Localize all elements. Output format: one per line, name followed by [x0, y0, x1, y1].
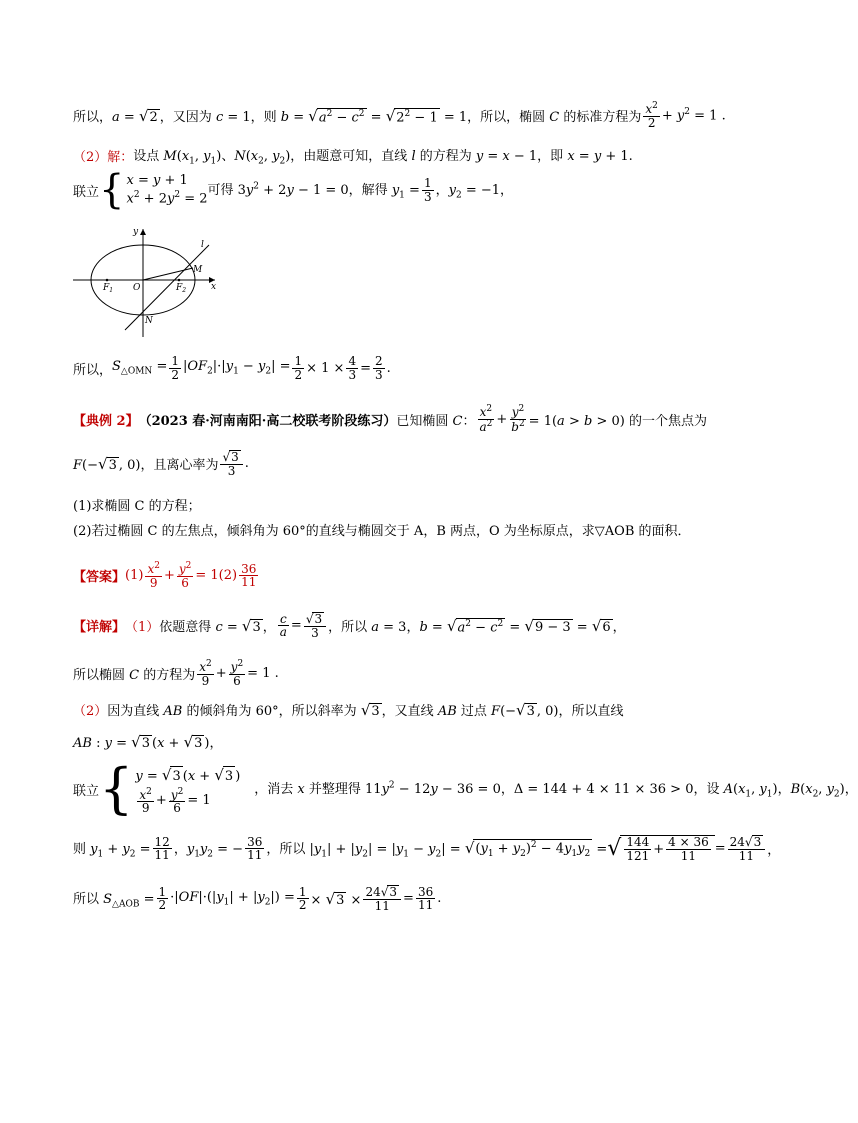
- svg-text:l: l: [201, 240, 204, 250]
- detail-line-1: 【详解】 （1） 依题意得 c = √3 ， $\frac{c}{a}$ = $\frac{√3}{3}$ ，所以 a = 3，$b = √a^2 - c^2 = √9 - 3 = √6$ ，: [73, 611, 626, 640]
- detail-tag: 【详解】: [73, 620, 126, 636]
- area-formula: $S_{\triangle OMN}$ =: [112, 359, 168, 377]
- text: 可得 $3y^2 + 2y - 1 = 0$，解得 $y_1$ =: [207, 181, 420, 201]
- svg-text:F2: $F_2$: [176, 283, 187, 294]
- question-text: 已知椭圆 C：: [396, 413, 476, 429]
- fraction: $\frac{x^2}{2}$: [645, 101, 658, 130]
- question-2: (2)若过椭圆 C 的左焦点，倾斜角为 60°的直线与椭圆交于 A，B 两点，O 为坐标原点，求▽AOB 的面积．: [73, 524, 691, 539]
- solution-line-4: 所以， $S_{\triangle OMN}$ = $\frac{1}{2}$ $|OF_2|\cdot|y_1 - y_2|$ = $\frac{1}{2}$ × 1 × $\frac{4}{3}$ = $\frac{2}{3}$ .: [73, 354, 391, 382]
- solution-line-2: [73, 145, 633, 167]
- example-2-header: 【典例 2】 （2023 春·河南南阳·高二校联考阶段练习） 已知椭圆 C： $\frac{x^2}{a^2}$ + $\frac{y^2}{b^2}$ = 1(a > b > 0) 的一个焦点为: [73, 404, 707, 434]
- answer-line: 【答案】 (1) $\frac{x^2}{9}$ + $\frac{y^2}{6}$ = 1 (2) $\frac{36}{11}$: [73, 561, 257, 590]
- example-tag: 【典例 2】: [73, 413, 139, 429]
- solution-line-1: [73, 102, 726, 129]
- solution-line-3: 联立 { x = y + 1 $x^2 + 2y^2 = 2$ 可得 $3y^2 + 2y - 1 = 0$，解得 $y_1$ = $\frac{1}{3}$ ，$y_2 = -1$，: [73, 167, 514, 213]
- text: 联立: [73, 184, 100, 200]
- part-label: （2）解：: [73, 150, 134, 166]
- equation-system: y = √3 (x + √3 ) $\frac{x^2}{9}$ + $\frac{y^2}{6}$ = 1: [135, 766, 241, 816]
- svg-text:N: N: [145, 316, 153, 326]
- svg-text:y: y: [133, 227, 139, 237]
- detail-line-5: 联立 { y = √3 (x + √3 ) $\frac{x^2}{9}$ + $\frac{y^2}{6}$ = 1 ，消去 x 并整理得 $11y^2 - 12y - 36 = 0$，Δ = 144 + 4 × 11 × 36 > 0，设 $A(x_1$, $y_1$)，$B(x_2$, $y_2$)，: [73, 757, 858, 820]
- source-text: （2023 春·河南南阳·高二校联考阶段练习）: [138, 413, 397, 429]
- svg-text:F1: $F_1$: [103, 283, 114, 294]
- text: 所以，: [73, 110, 113, 126]
- text: 设点 $M(x_1$, $y_1$)、$N(x_2$, $y_2$)，由题意可知，直线 l 的方程为 y = x − 1，即 x = y + 1.: [133, 149, 633, 167]
- detail-line-6: 则 $y_1 + y_2$ = $\frac{12}{11}$ ，$y_1y_2$ = − $\frac{36}{11}$ ，所以 $|y_1| + |y_2| = |y_1 - y_2| = √(y_1 + y_2)^2 - 4y_1y_2$ = √ $\frac{144}{121}$ + $\frac{4 \times 36}{11}$ = $\frac{24√3}{11}$ ，: [73, 834, 781, 863]
- text: ，$y_2 = -1$，: [435, 183, 514, 201]
- detail-line-4: AB : y = √3 (x + √3 )，: [73, 733, 223, 751]
- svg-text:M: M: [193, 265, 203, 275]
- equation-system: x = y + 1 $x^2 + 2y^2 = 2$: [126, 172, 208, 207]
- answer-tag: 【答案】: [73, 570, 126, 586]
- ellipse-figure: [73, 225, 223, 340]
- math-mid: ，又因为 c = 1，则 $b = √a^2 - c^2 = √2^2 - 1 = 1$，所以，椭圆 C 的标准方程为: [159, 107, 642, 126]
- detail-line-3: （2） 因为直线 AB 的倾斜角为 60°，所以斜率为 √3 ，又直线 AB 过点 F(−√3 , 0)，所以直线: [73, 701, 624, 719]
- detail-line-7: 所以 $S_{\triangle AOB}$ = $\frac{1}{2}$ $\cdot|OF|\cdot(|y_1| + |y_2|)$ = $\frac{1}{2}$ × √3 × $\frac{24√3}{11}$ = $\frac{36}{11}$ .: [73, 884, 442, 913]
- detail-line-2: 所以椭圆 C 的方程为 $\frac{x^2}{9}$ + $\frac{y^2}{6}$ = 1 .: [73, 659, 279, 688]
- example-2-line-2: F(−√3 , 0)，且离心率为 $\frac{√3}{3}$ .: [73, 450, 249, 478]
- text: 所以，: [73, 362, 113, 378]
- svg-text:x: x: [211, 282, 217, 292]
- question-1: (1)求椭圆 C 的方程；: [73, 499, 201, 514]
- math-post: + $y^2 = 1$ .: [661, 107, 726, 124]
- svg-text:O: O: [133, 283, 141, 293]
- math-a: a = √2: [112, 106, 158, 125]
